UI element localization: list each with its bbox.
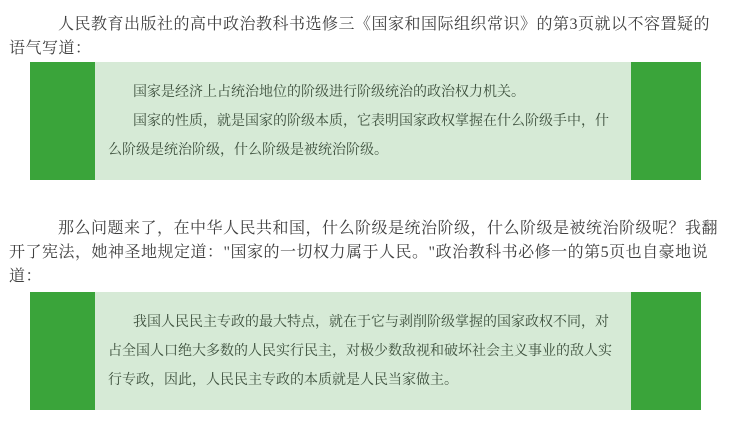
question-paragraph: 那么问题来了，在中华人民共和国，什么阶级是统治阶级，什么阶级是被统治阶级呢？我翻开了宪法，她神圣地规定道："国家的一切权力属于人民。"政治教科书必修一的第5页也自豪地说道：	[9, 220, 719, 285]
quote-left-bar	[30, 62, 95, 180]
quote-paragraph: 国家的性质，就是国家的阶级本质，它表明国家政权掌握在什么阶级手中，什么阶级是统治阶级，什么阶级是被统治阶级。	[108, 114, 609, 158]
quote-content-peoples-democracy	[95, 292, 631, 410]
quote-block-state-definition	[30, 62, 701, 180]
quote-left-bar	[30, 292, 95, 410]
quote-right-bar	[631, 62, 701, 180]
quote-content-state-definition	[95, 62, 631, 180]
quote-paragraph: 我国人民民主专政的最大特点，就在于它与剥削阶级掌握的国家政权不同，对占全国人口绝大多数的人民实行民主，对极少数敌视和破坏社会主义事业的敌人实行专政，因此，人民民主专政的本质就是人民当家做主。	[108, 315, 612, 388]
quote-paragraph: 国家是经济上占统治地位的阶级进行阶级统治的政治权力机关。	[133, 85, 525, 100]
intro-paragraph: 人民教育出版社的高中政治教科书选修三《国家和国际组织常识》的第3页就以不容置疑的语气写道：	[9, 16, 711, 57]
quote-right-bar	[631, 292, 701, 410]
quote-block-peoples-democracy	[30, 292, 701, 410]
